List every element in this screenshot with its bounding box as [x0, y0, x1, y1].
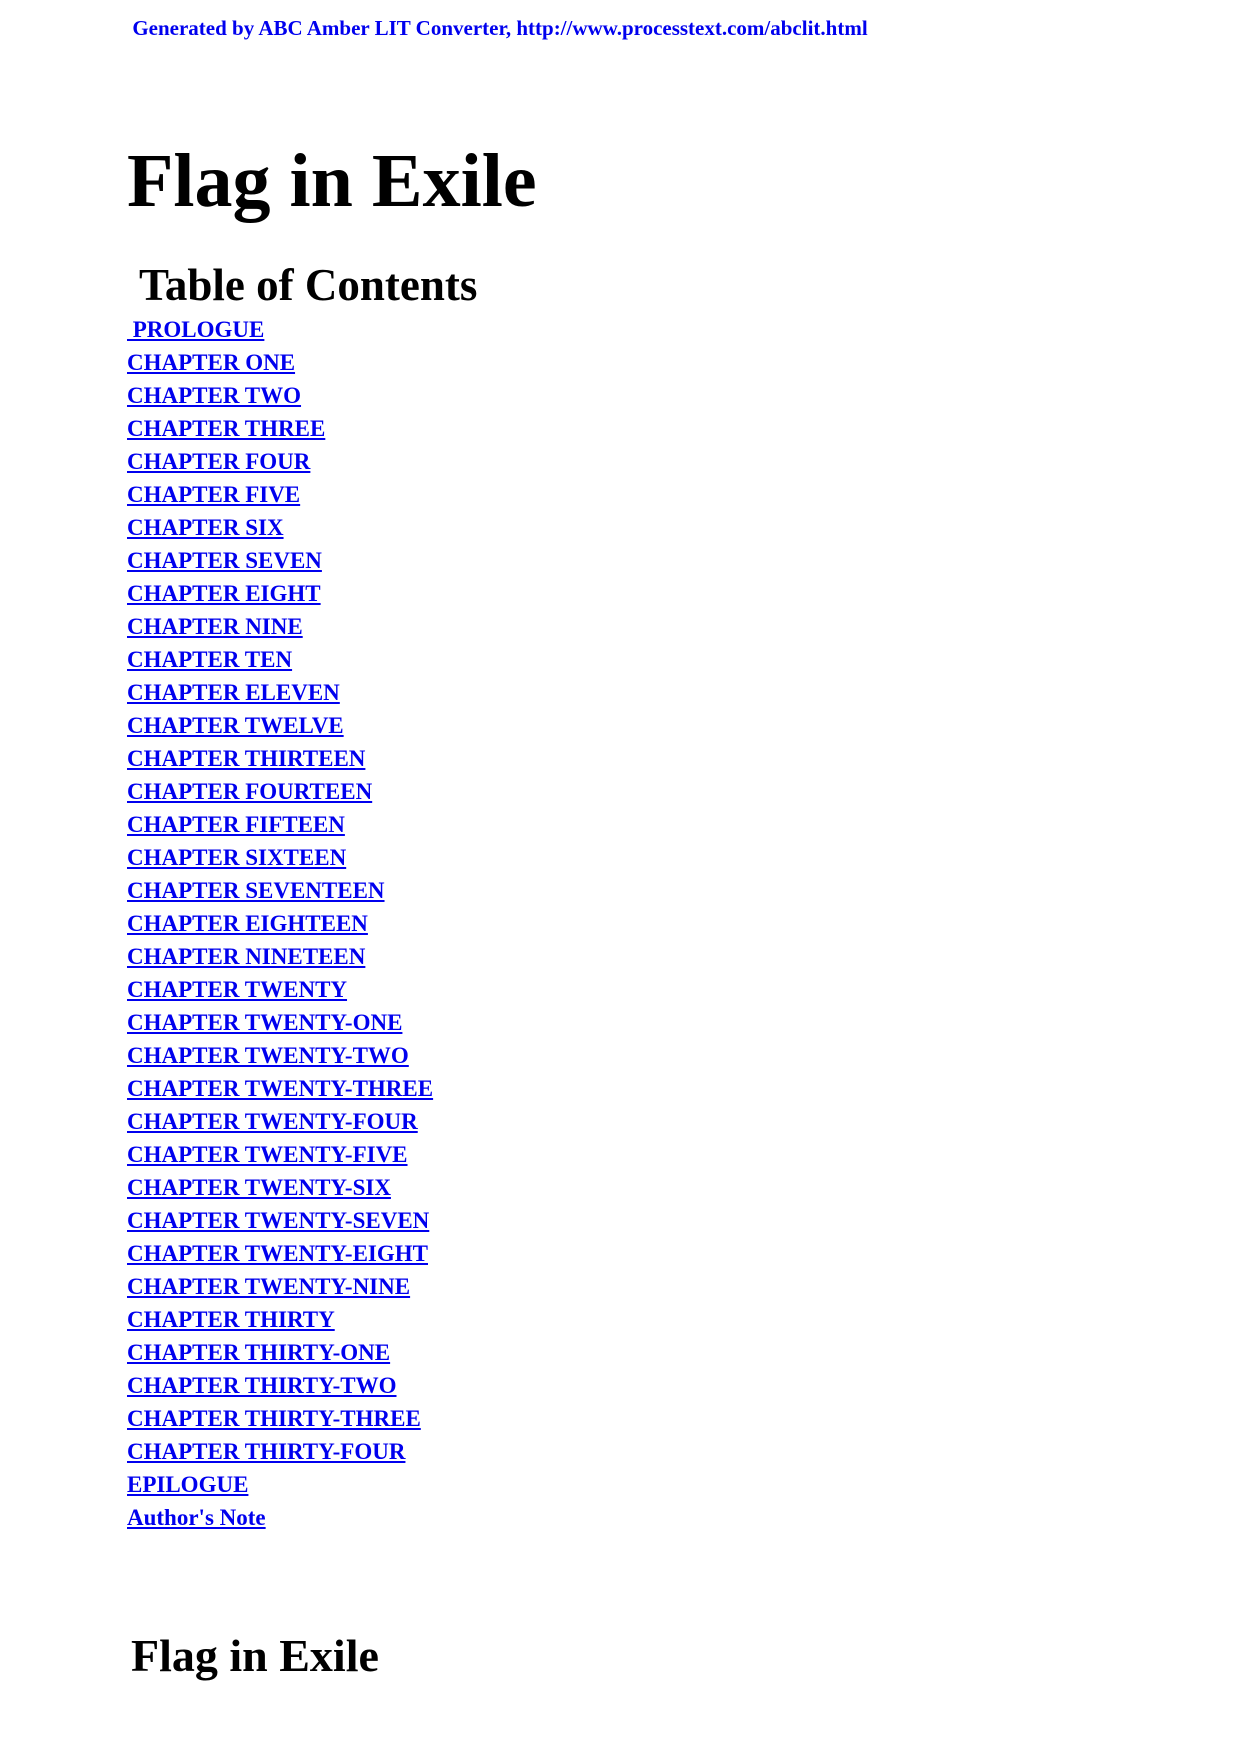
toc-link[interactable]: CHAPTER THIRTEEN [127, 746, 366, 772]
toc-link[interactable]: CHAPTER ELEVEN [127, 680, 340, 706]
toc-heading: Table of Contents [139, 259, 478, 310]
toc-line [127, 1074, 1240, 1107]
toc-line [127, 480, 1240, 513]
generator-notice: Generated by ABC Amber LIT Converter, http://www.processtext.com/abclit.html [132, 16, 868, 40]
toc-link[interactable]: CHAPTER ONE [127, 350, 296, 376]
toc-link[interactable]: CHAPTER TWENTY-TWO [127, 1043, 409, 1069]
toc-line [127, 1206, 1240, 1239]
toc-line [127, 1338, 1240, 1371]
toc-line [127, 645, 1240, 678]
toc-link[interactable]: CHAPTER TWENTY-NINE [127, 1274, 411, 1300]
book-title-footer: Flag in Exile [131, 1630, 379, 1682]
toc-line [127, 744, 1240, 777]
toc-line [127, 1503, 1240, 1536]
toc-link[interactable]: CHAPTER TWENTY-ONE [127, 1010, 403, 1036]
toc-link[interactable]: CHAPTER SEVEN [127, 548, 322, 574]
toc-line [127, 546, 1240, 579]
toc-link[interactable]: CHAPTER SIX [127, 515, 284, 541]
toc-line [127, 678, 1240, 711]
table-of-contents [127, 315, 1240, 1536]
toc-link[interactable]: CHAPTER TWENTY [127, 977, 348, 1003]
toc-link[interactable]: CHAPTER TEN [127, 647, 293, 673]
toc-line [127, 1239, 1240, 1272]
toc-link[interactable]: CHAPTER NINE [127, 614, 303, 640]
toc-line [127, 447, 1240, 480]
toc-line [127, 1272, 1240, 1305]
toc-link[interactable]: CHAPTER THIRTY-THREE [127, 1406, 421, 1432]
toc-link[interactable]: CHAPTER FIVE [127, 482, 301, 508]
toc-line [127, 1140, 1240, 1173]
toc-link[interactable]: CHAPTER TWENTY-EIGHT [127, 1241, 428, 1267]
toc-link[interactable]: CHAPTER THREE [127, 416, 326, 442]
toc-line [127, 843, 1240, 876]
toc-link[interactable]: CHAPTER SIXTEEN [127, 845, 347, 871]
toc-link[interactable]: CHAPTER TWELVE [127, 713, 344, 739]
toc-line [127, 942, 1240, 975]
toc-line [127, 1437, 1240, 1470]
toc-link[interactable]: CHAPTER FIFTEEN [127, 812, 345, 838]
toc-link[interactable]: CHAPTER EIGHTEEN [127, 911, 368, 937]
toc-link[interactable]: CHAPTER THIRTY [127, 1307, 335, 1333]
toc-link[interactable]: CHAPTER TWENTY-FIVE [127, 1142, 408, 1168]
toc-line [127, 810, 1240, 843]
toc-line [127, 315, 1240, 348]
toc-line [127, 513, 1240, 546]
toc-link[interactable]: CHAPTER TWENTY-THREE [127, 1076, 434, 1102]
toc-link[interactable]: CHAPTER NINETEEN [127, 944, 366, 970]
toc-link[interactable]: CHAPTER THIRTY-TWO [127, 1373, 397, 1399]
toc-link[interactable]: PROLOGUE [127, 317, 265, 343]
toc-link[interactable]: Author's Note [127, 1505, 266, 1531]
toc-link[interactable]: CHAPTER TWENTY-SEVEN [127, 1208, 430, 1234]
toc-line [127, 414, 1240, 447]
book-title: Flag in Exile [127, 139, 537, 224]
toc-line [127, 381, 1240, 414]
toc-link[interactable]: EPILOGUE [127, 1472, 249, 1498]
toc-line [127, 1404, 1240, 1437]
toc-line [127, 1008, 1240, 1041]
toc-line [127, 348, 1240, 381]
toc-link[interactable]: CHAPTER TWENTY-SIX [127, 1175, 391, 1201]
toc-link[interactable]: CHAPTER THIRTY-FOUR [127, 1439, 406, 1465]
toc-line [127, 1107, 1240, 1140]
toc-link[interactable]: CHAPTER EIGHT [127, 581, 321, 607]
toc-line [127, 1470, 1240, 1503]
toc-link[interactable]: CHAPTER TWO [127, 383, 302, 409]
toc-line [127, 711, 1240, 744]
toc-link[interactable]: CHAPTER THIRTY-ONE [127, 1340, 391, 1366]
toc-line [127, 612, 1240, 645]
toc-line [127, 579, 1240, 612]
toc-link[interactable]: CHAPTER TWENTY-FOUR [127, 1109, 418, 1135]
toc-line [127, 876, 1240, 909]
toc-link[interactable]: CHAPTER FOURTEEN [127, 779, 373, 805]
toc-line [127, 1305, 1240, 1338]
toc-line [127, 1173, 1240, 1206]
toc-line [127, 1371, 1240, 1404]
toc-link[interactable]: CHAPTER SEVENTEEN [127, 878, 385, 904]
toc-line [127, 909, 1240, 942]
toc-line [127, 1041, 1240, 1074]
toc-link[interactable]: CHAPTER FOUR [127, 449, 311, 475]
toc-line [127, 975, 1240, 1008]
toc-line [127, 777, 1240, 810]
